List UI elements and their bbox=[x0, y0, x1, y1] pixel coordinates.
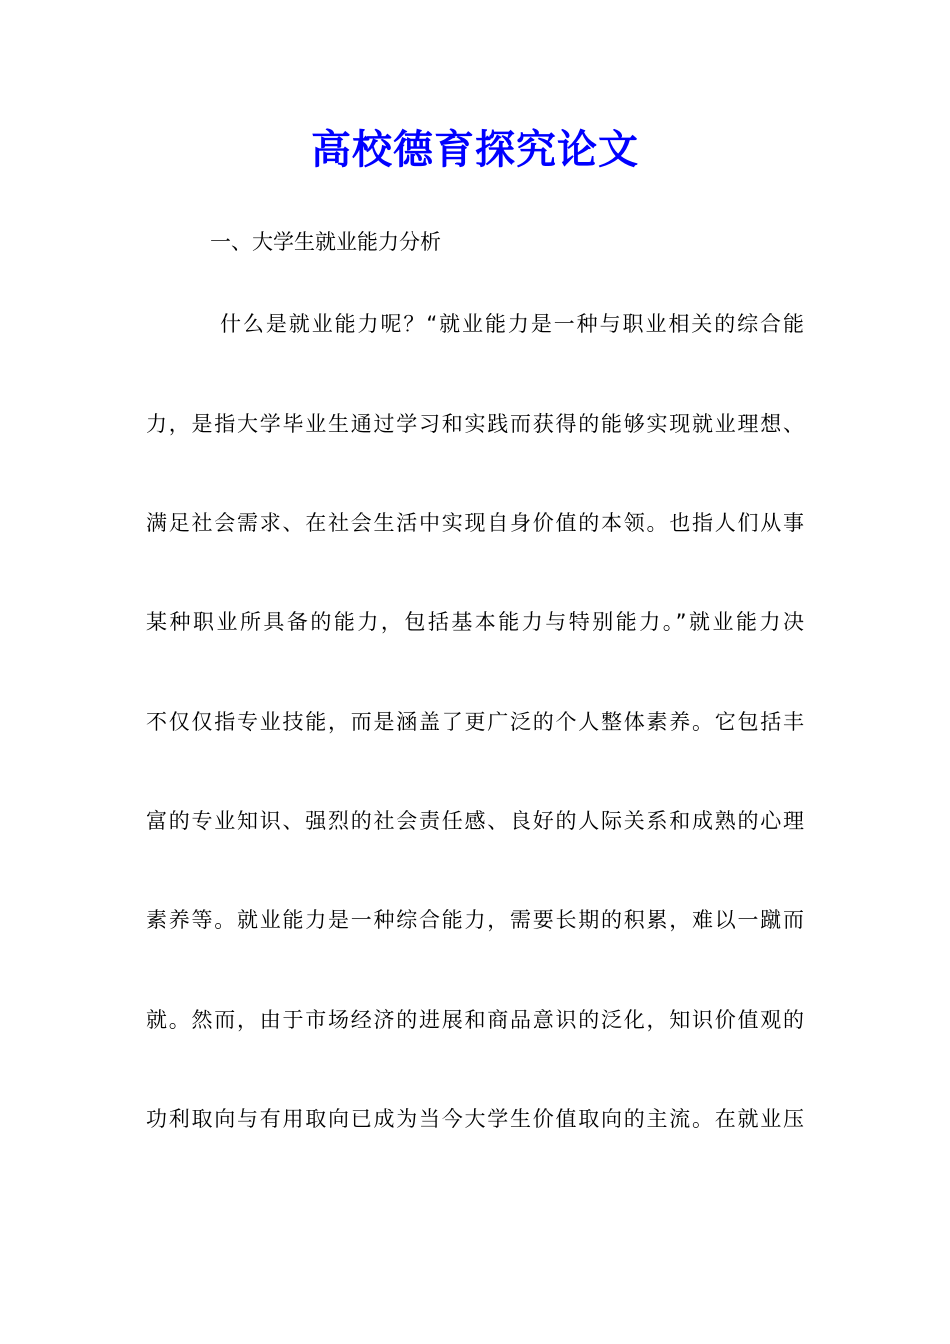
paragraph-line: 力，是指大学毕业生通过学习和实践而获得的能够实现就业理想、 bbox=[146, 412, 804, 436]
section-heading: 一、大学生就业能力分析 bbox=[210, 230, 441, 254]
paragraph-line: 素养等。就业能力是一种综合能力，需要长期的积累，难以一蹴而 bbox=[146, 908, 804, 932]
paragraph-line: 功利取向与有用取向已成为当今大学生价值取向的主流。在就业压 bbox=[146, 1107, 804, 1131]
paragraph-line: 什么是就业能力呢？“就业能力是一种与职业相关的综合能 bbox=[220, 312, 804, 336]
paragraph-line: 不仅仅指专业技能，而是涵盖了更广泛的个人整体素养。它包括丰 bbox=[146, 710, 804, 734]
paragraph-line: 就。然而，由于市场经济的进展和商品意识的泛化，知识价值观的 bbox=[146, 1008, 804, 1032]
paragraph-line: 某种职业所具备的能力，包括基本能力与特别能力。”就业能力决 bbox=[146, 610, 804, 634]
paragraph-line: 满足社会需求、在社会生活中实现自身价值的本领。也指人们从事 bbox=[146, 511, 804, 535]
paragraph-line: 富的专业知识、强烈的社会责任感、良好的人际关系和成熟的心理 bbox=[146, 809, 804, 833]
document-title: 高校德育探究论文 bbox=[311, 126, 639, 173]
